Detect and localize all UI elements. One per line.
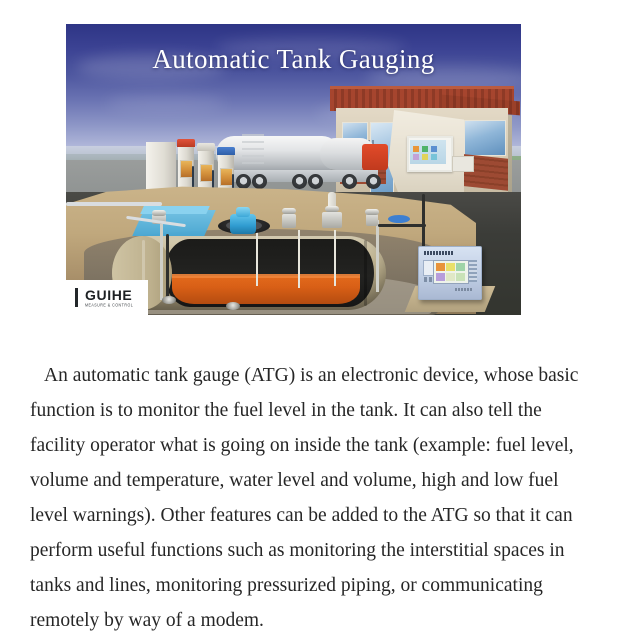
truck-wheel bbox=[366, 174, 381, 189]
console-model-label bbox=[455, 288, 473, 291]
console-screen bbox=[433, 260, 469, 284]
tank-riser-pipe bbox=[160, 220, 163, 300]
logo-tagline: MEASURE & CONTROL bbox=[85, 302, 134, 308]
probe-head-cap bbox=[325, 206, 339, 212]
tanker-ladder bbox=[242, 134, 264, 168]
truck-wheel bbox=[342, 174, 357, 189]
display-indicator bbox=[431, 146, 437, 152]
conduit-riser bbox=[166, 234, 169, 298]
level-probe bbox=[298, 230, 300, 288]
vapor-fitting bbox=[282, 214, 296, 228]
dispenser-sump-top bbox=[140, 206, 210, 214]
atg-console bbox=[418, 246, 482, 300]
logo-accent-bar bbox=[75, 288, 78, 307]
article-paragraph: An automatic tank gauge (ATG) is an electronic device, whose basic function is to monitor the fuel level in the tank. It can also tell the facility operator what is going on inside the tank (example: fuel level, volume and temperature, water level and volume, high and low fuel level warnings). Other features can be added to the ATG so that it can perform useful functions such as monitoring the interstitial spaces in tanks and lines, monitoring pressurized piping, or communicating remotely by way of a modem. bbox=[30, 364, 579, 631]
logo-text-group bbox=[85, 288, 133, 308]
truck-wheel bbox=[252, 174, 267, 189]
dispenser-top bbox=[177, 139, 195, 147]
console-brand-label bbox=[424, 251, 454, 255]
brand-logo bbox=[66, 280, 148, 315]
cloud-shape bbox=[106, 94, 226, 112]
probe-head-fitting bbox=[322, 212, 342, 228]
riser-cap bbox=[152, 210, 166, 216]
tank-weld-ring bbox=[364, 240, 367, 306]
conduit-riser bbox=[422, 194, 425, 248]
fill-valve bbox=[230, 214, 256, 234]
product-pipe bbox=[66, 202, 162, 206]
display-indicator bbox=[431, 154, 437, 160]
truck-wheel bbox=[308, 174, 323, 189]
screen-region-data bbox=[436, 273, 445, 281]
screen-region-ok bbox=[456, 263, 465, 271]
dispenser-top bbox=[197, 143, 215, 151]
display-indicator bbox=[422, 154, 428, 160]
display-indicator bbox=[413, 146, 419, 152]
vapor-cap bbox=[282, 208, 296, 214]
dispenser-top bbox=[217, 147, 235, 155]
wall-junction-box bbox=[452, 156, 474, 172]
monitoring-fitting bbox=[366, 214, 378, 226]
console-button[interactable] bbox=[424, 277, 427, 282]
screen-region-warning bbox=[446, 263, 455, 271]
level-probe bbox=[334, 230, 336, 286]
level-probe bbox=[256, 230, 258, 286]
display-indicator bbox=[413, 154, 419, 160]
tank-fuel-surface bbox=[172, 274, 360, 278]
tank-fuel-volume bbox=[172, 276, 360, 304]
tank-label-decal bbox=[388, 215, 410, 223]
display-indicator bbox=[422, 146, 428, 152]
console-button[interactable] bbox=[429, 277, 432, 282]
figure-title: Automatic Tank Gauging bbox=[152, 44, 435, 74]
conduit-line bbox=[378, 224, 426, 227]
screen-region-data bbox=[446, 273, 455, 281]
sump-hatch bbox=[162, 296, 176, 304]
tanker-truck-cab bbox=[362, 144, 388, 170]
tank-riser-pipe bbox=[376, 220, 379, 292]
sump-hatch bbox=[226, 302, 240, 310]
console-keypad[interactable] bbox=[469, 260, 477, 282]
truck-wheel bbox=[292, 174, 307, 189]
wall-display-screen bbox=[410, 140, 446, 164]
logo-brand-name: GUIHE bbox=[85, 286, 133, 303]
screen-region-data bbox=[456, 273, 465, 281]
building-window-side bbox=[464, 120, 506, 156]
underground-storage-tank bbox=[112, 236, 386, 310]
screen-region-alarm bbox=[436, 263, 445, 271]
truck-wheel bbox=[236, 174, 251, 189]
monitoring-cap bbox=[365, 209, 379, 215]
atg-illustration-figure bbox=[66, 24, 521, 315]
